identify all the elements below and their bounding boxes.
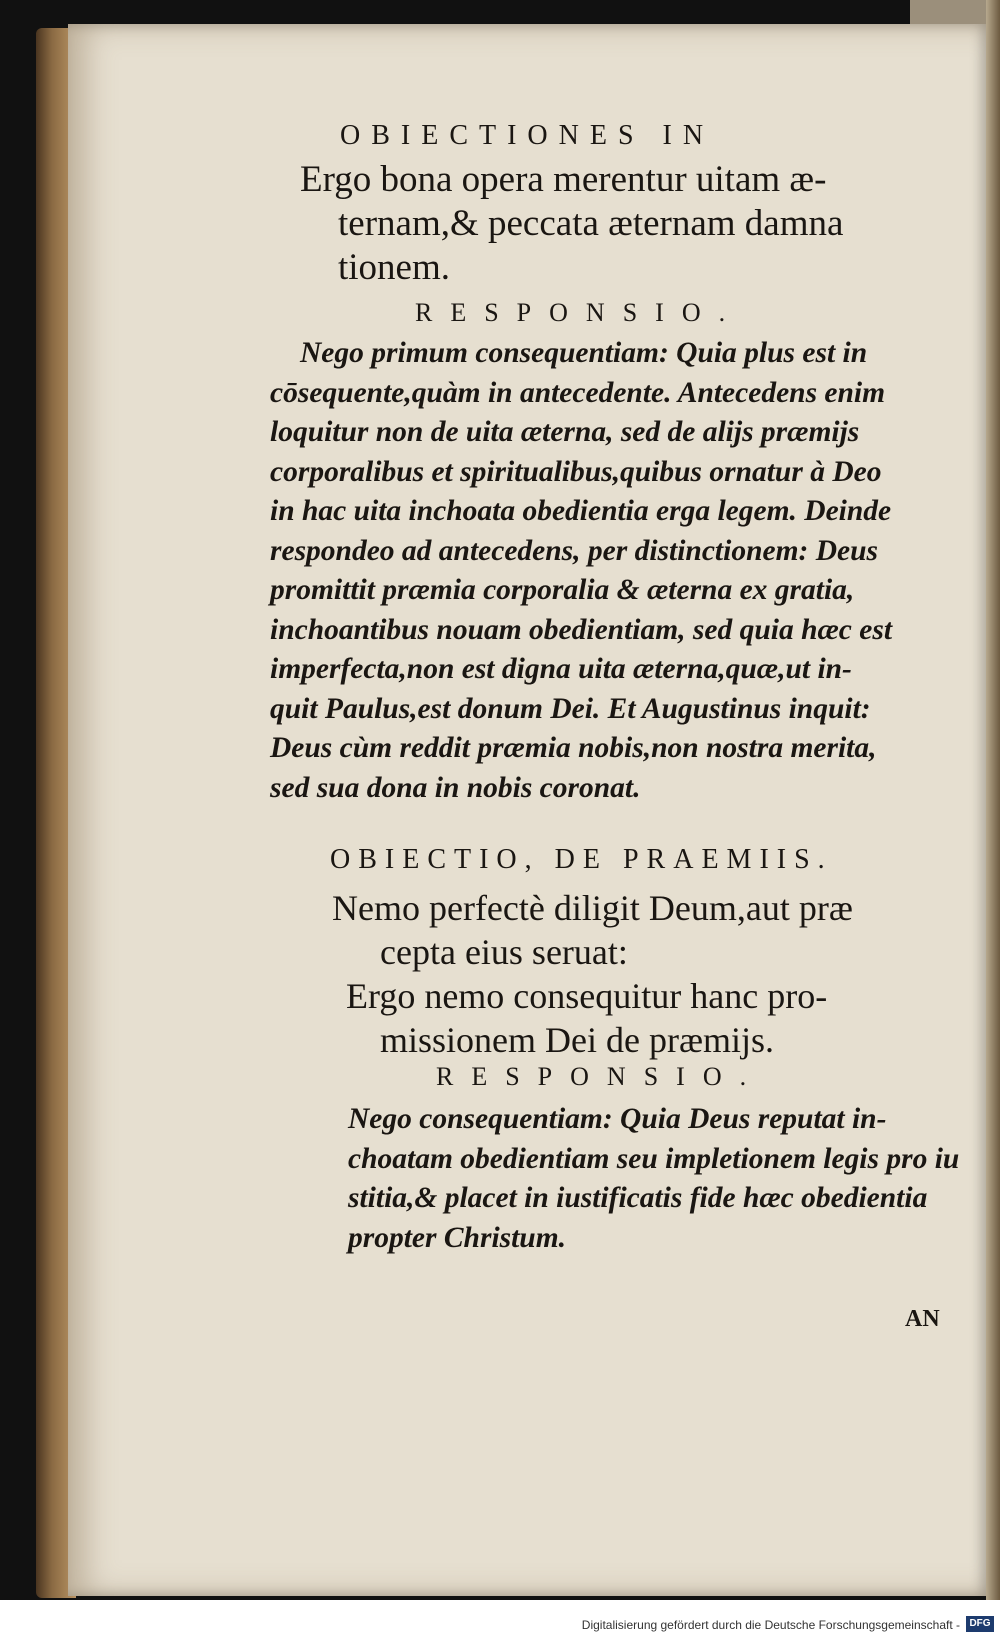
funding-credit: Digitalisierung gefördert durch die Deutsche Forschungsgemeinschaft - — [581, 1618, 960, 1632]
text-line: Ergo bona opera merentur uitam æ- — [300, 159, 827, 200]
text-line: Ergo nemo consequitur hanc pro- — [346, 976, 828, 1016]
text-line: respondeo ad antecedens, per distinctionem: Deus — [270, 534, 879, 567]
page-edge-strip — [986, 0, 1000, 1600]
section-heading-obiectio: OBIECTIO, DE PRAEMIIS. — [330, 844, 833, 875]
text-line: loquitur non de uita æterna, sed de alijs præmijs — [270, 416, 860, 448]
text-line: missionem Dei de præmijs. — [380, 1020, 774, 1060]
text-line: Nego primum consequentiam: Quia plus est in — [300, 337, 868, 369]
text-line: Nego consequentiam: Quia Deus reputat in- — [348, 1103, 887, 1135]
text-line: promittit præmia corporalia & æterna ex gratia, — [270, 574, 855, 606]
text-line: cepta eius seruat: — [380, 932, 628, 972]
text-line: stitia,& placet in iustificatis fide hæc obedientia — [348, 1182, 928, 1214]
text-line: imperfecta,non est digna uita æterna,quæ,ut in- — [270, 653, 852, 685]
text-line: cōsequente,quàm in antecedente. Antecedens enim — [270, 376, 886, 409]
text-line: choatam obedientiam seu impletionem legis pro iu — [348, 1142, 960, 1175]
text-line: ternam,& peccata æternam damna — [338, 203, 844, 244]
text-line: corporalibus et spiritualibus,quibus ornatur à Deo — [270, 455, 882, 488]
text-line: propter Christum. — [348, 1221, 567, 1254]
footer-bar — [0, 1600, 1000, 1641]
text-line: Nemo perfectè diligit Deum,aut præ — [332, 888, 853, 928]
catchword: AN — [905, 1306, 940, 1332]
page-text — [270, 120, 960, 1258]
dfg-logo: DFG — [966, 1616, 994, 1632]
section-heading-responsio: RESPONSIO. — [436, 1062, 765, 1091]
text-line: tionem. — [338, 247, 451, 288]
running-head: OBIECTIONES IN — [340, 120, 715, 151]
text-line: Deus cùm reddit præmia nobis,non nostra merita, — [270, 732, 877, 764]
text-line: quit Paulus,est donum Dei. Et Augustinus inquit: — [270, 692, 871, 725]
response-paragraph — [348, 1100, 960, 1258]
response-paragraph — [270, 334, 960, 808]
text-line: in hac uita inchoata obedientia erga legem. Deinde — [270, 495, 892, 527]
text-line: inchoantibus nouam obedientiam, sed quia hæc est — [270, 613, 893, 646]
text-line: sed sua dona in nobis coronat. — [270, 771, 641, 804]
objection-paragraph — [332, 886, 960, 1062]
section-heading-responsio: RESPONSIO. — [415, 298, 744, 327]
objection-paragraph — [300, 158, 960, 290]
